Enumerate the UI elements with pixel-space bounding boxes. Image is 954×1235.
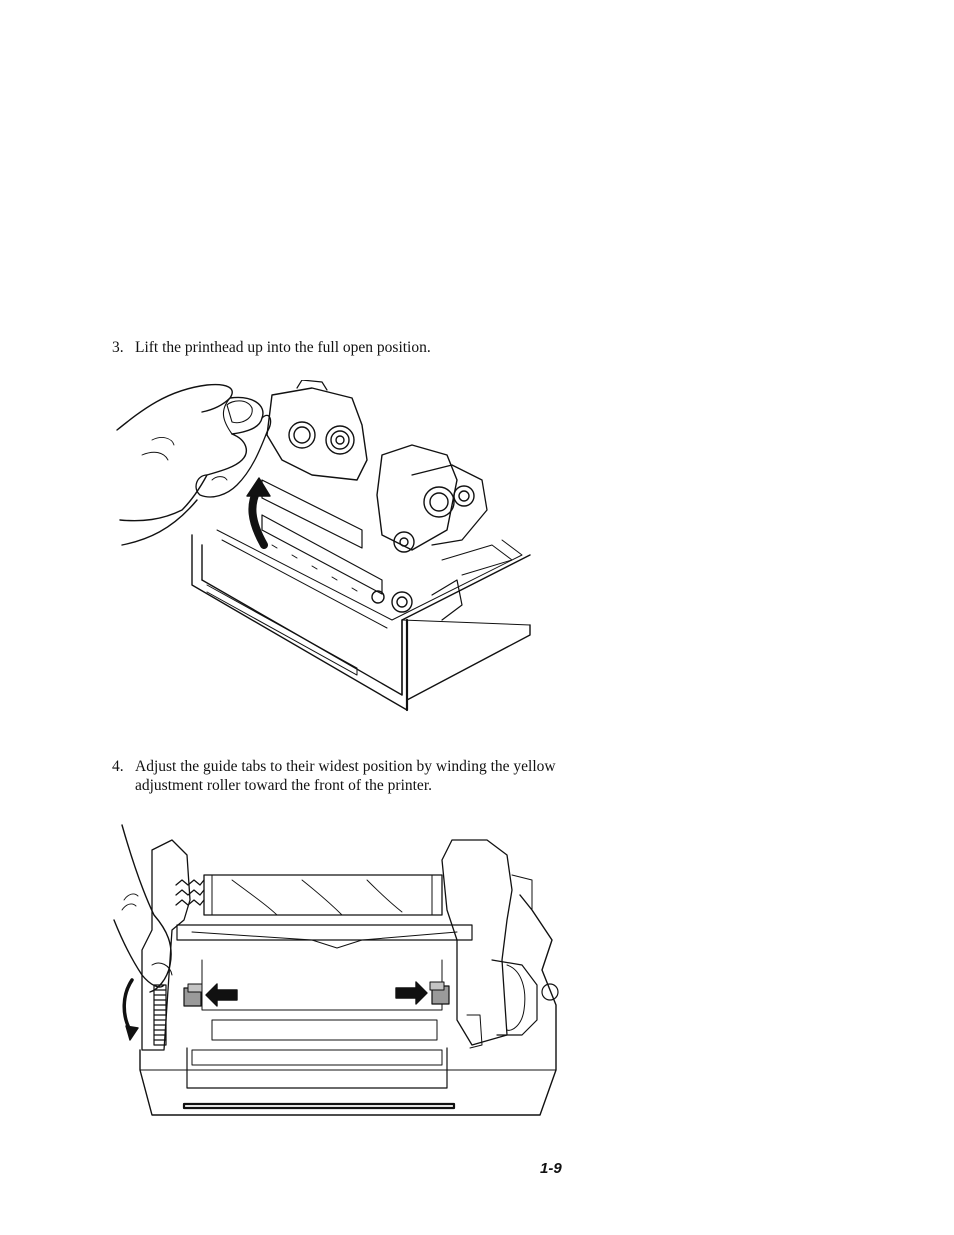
printhead-lift-illustration bbox=[112, 380, 532, 716]
step-number: 4. bbox=[112, 758, 124, 775]
step-text: Lift the printhead up into the full open position. bbox=[135, 339, 431, 356]
step-number: 3. bbox=[112, 339, 124, 356]
page-number: 1-9 bbox=[540, 1160, 562, 1177]
step-text: Adjust the guide tabs to their widest position by winding the yellow adjustment roller toward the front of the printer. bbox=[135, 758, 556, 794]
guide-tab-adjustment-illustration bbox=[112, 820, 560, 1118]
step-3 bbox=[112, 338, 582, 358]
step-4 bbox=[112, 757, 582, 797]
